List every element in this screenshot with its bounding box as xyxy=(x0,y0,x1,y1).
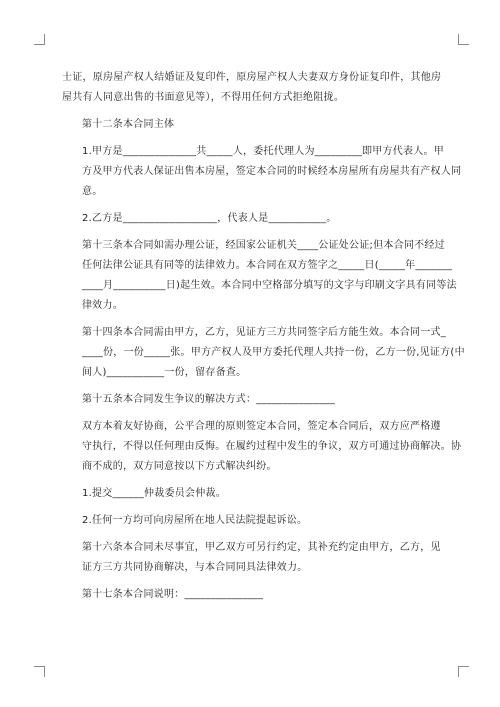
text-line: 1.提交______仲裁委员会仲裁。 xyxy=(82,488,227,499)
paragraph xyxy=(62,585,440,605)
paragraph xyxy=(62,68,440,108)
paragraph xyxy=(62,323,465,383)
text-line: 证方三方共同协商解决，与本合同同具法律效力。 xyxy=(82,562,308,573)
text-line: ____月__________日)起生效。本合同中空格部分填写的文字与印刷文字具有同等法 xyxy=(82,280,457,291)
paragraph xyxy=(62,417,462,477)
crop-mark-bottom-left xyxy=(34,666,45,677)
paragraph xyxy=(62,115,440,135)
text-line: 第十六条本合同未尽事宜，甲乙双方可另行约定，其补充约定由甲方，乙方，见 xyxy=(82,542,441,553)
paragraph xyxy=(62,209,440,229)
paragraph xyxy=(62,538,440,578)
text-line: 守执行，不得以任何理由反悔。在履约过程中发生的争议，双方可通过协商解决。协 xyxy=(82,441,462,452)
text-line: 第十二条本合同主体 xyxy=(82,119,175,130)
text-line: 律效力。 xyxy=(82,300,123,311)
text-line: 2.任何一方均可向房屋所在地人民法院提起诉讼。 xyxy=(82,515,308,526)
text-line: 第十七条本合同说明：_______________ xyxy=(82,589,264,600)
text-line: 2.乙方是__________________，代表人是___________。 xyxy=(82,213,337,224)
paragraph xyxy=(62,142,462,202)
document-page xyxy=(62,68,465,612)
text-line: 间人)___________一份，留存备查。 xyxy=(82,367,247,378)
text-line: 士证，原房屋产权人结婚证及复印件，原房屋产权人夫妻双方身份证复印件，其他房 xyxy=(62,72,442,83)
text-line: 第十四条本合同需由甲方，乙方，见证方三方共同签字后方能生效。本合同一式_ xyxy=(82,327,446,338)
text-line: 方及甲方代表人保证出售本房屋，签定本合同的时候经本房屋所有房屋共有产权人同 xyxy=(82,166,462,177)
paragraph xyxy=(62,236,457,316)
text-line: 双方本着友好协商，公平合理的原则签定本合同，签定本合同后，双方应严格遵 xyxy=(82,421,441,432)
crop-mark-top-right xyxy=(458,34,469,45)
paragraph xyxy=(62,484,440,504)
text-line: 1.甲方是______________共_____人，委托代理人为_________即甲方代表人。甲 xyxy=(82,146,445,157)
paragraph xyxy=(62,511,440,531)
text-line: 第十五条本合同发生争议的解决方式：_______________ xyxy=(82,394,335,405)
crop-mark-top-left xyxy=(34,34,45,45)
text-line: 商不成的，双方同意按以下方式解决纠纷。 xyxy=(82,461,277,472)
text-line: 屋共有人同意出售的书面意见等），不得用任何方式拒绝阻拢。 xyxy=(62,92,344,103)
text-line: 意。 xyxy=(82,186,103,197)
paragraph xyxy=(62,390,440,410)
text-line: 第十三条本合同如需办理公证，经国家公证机关____公证处公证;但本合同不经过 xyxy=(82,240,445,251)
text-line: ____份，一份_____张。甲方产权人及甲方委托代理人共持一份，乙方一份,见证方(中 xyxy=(82,347,465,358)
crop-mark-bottom-right xyxy=(458,666,469,677)
text-line: 任何法律公证具有同等的法律效力。本合同在双方签字之_____日(_____年_______ xyxy=(82,260,453,271)
